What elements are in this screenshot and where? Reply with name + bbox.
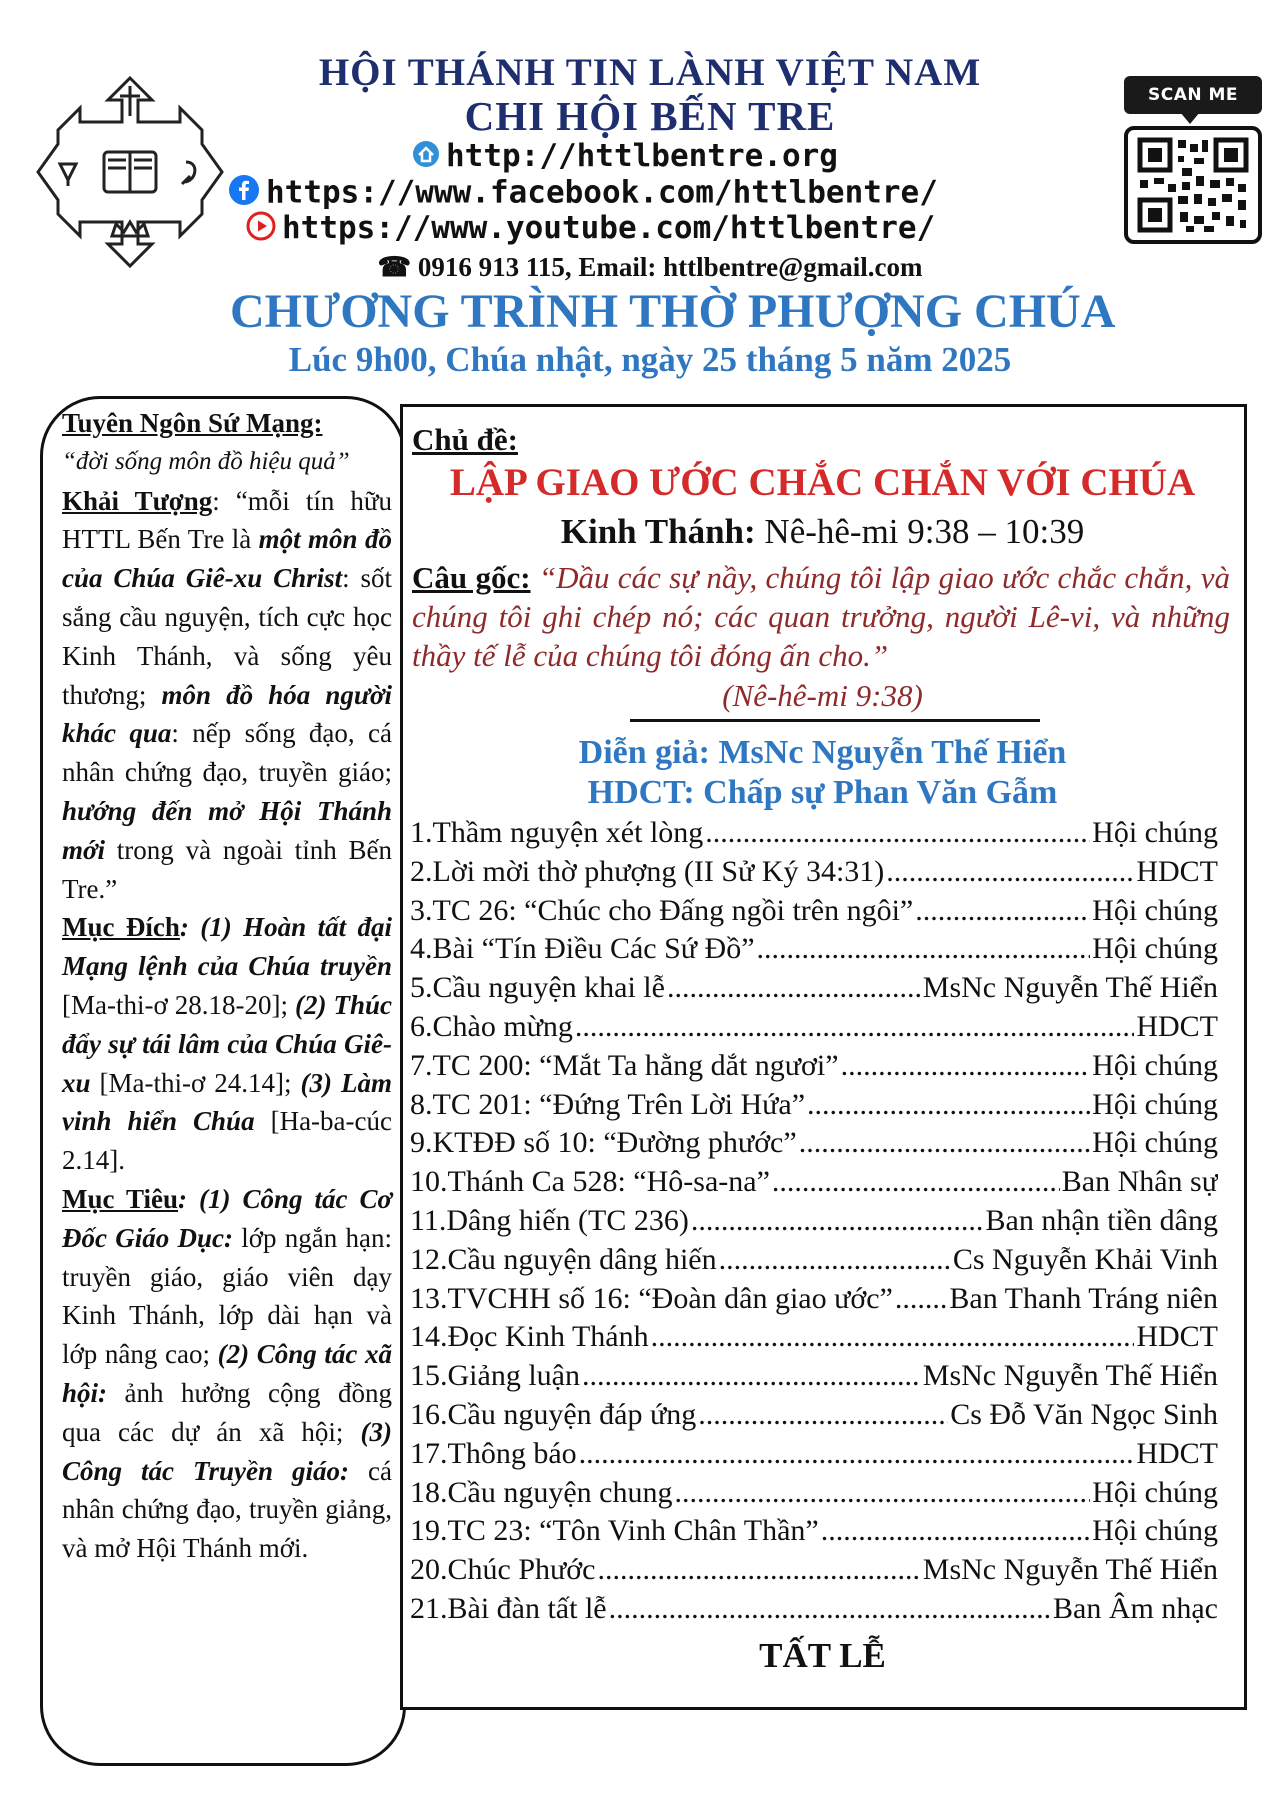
program-item-title: Bài “Tín Điều Các Sứ Đồ” (432, 932, 755, 966)
program-item (410, 855, 1218, 894)
goal-paragraph (62, 1180, 392, 1568)
program-item-responsible: Hội chúng (1092, 1048, 1218, 1082)
program-item-leader-dots (582, 1359, 921, 1393)
program-item-responsible: HDCT (1136, 1436, 1218, 1470)
program-item (410, 1243, 1218, 1282)
program-item-leader-dots (597, 1553, 920, 1587)
program-item-leader-dots (895, 1282, 948, 1316)
program-item (410, 816, 1218, 855)
program-item (410, 1437, 1218, 1476)
church-emblem-icon (30, 72, 230, 272)
program-item-title: TC 23: “Tôn Vinh Chân Thần” (447, 1514, 819, 1548)
speaker: Diễn giả: MsNc Nguyễn Thế Hiển (578, 734, 1067, 771)
program-item-title: Cầu nguyện khai lễ (432, 971, 665, 1005)
program-item-title: Thầm nguyện xét lòng (432, 816, 704, 849)
program-item-responsible: HDCT (1136, 1320, 1218, 1354)
program-item-number: 4. (410, 932, 433, 966)
program-item-number: 15. (410, 1359, 448, 1393)
vision-emphasis: môn đồ hóa người khác qua (62, 679, 393, 749)
facebook-link[interactable] (228, 174, 938, 214)
scan-me-label: SCAN ME (1124, 76, 1262, 114)
facebook-url[interactable]: https://www.facebook.com/httlbentre/ (266, 174, 938, 211)
program-item-title: TC 200: “Mắt Ta hằng dắt ngươi” (432, 1048, 839, 1082)
purpose-paragraph (62, 908, 392, 1180)
program-item-number: 7. (410, 1048, 433, 1082)
program-item-responsible: Hội chúng (1092, 932, 1218, 966)
program-item-leader-dots (719, 1243, 951, 1277)
purpose-text: [Ma-thi-ơ 24.14]; (90, 1067, 301, 1098)
purpose-emphasis: (3) Làm vinh hiển Chúa (62, 1067, 392, 1137)
program-item-responsible: Cs Nguyễn Khải Vinh (952, 1242, 1218, 1276)
program-item-leader-dots (579, 1437, 1135, 1471)
program-item (410, 1282, 1218, 1321)
service-leader: HDCT: Chấp sự Phan Văn Gẫm (587, 774, 1058, 811)
vision-emphasis: một môn đồ của Chúa Giê-xu Christ (62, 524, 392, 594)
goal-text: lớp ngắn hạn: truyền giáo, giáo viên dạy Kinh Thánh, lớp dài hạn và lớp nâng cao; (62, 1222, 392, 1370)
program-item (410, 1476, 1218, 1515)
vision-text: : sốt sắng cầu nguyện, tích cực học Kinh Thánh, và sống yêu thương; (62, 563, 393, 710)
scripture-ref: Nê-hê-mi 9:38 – 10:39 (755, 512, 1085, 551)
program-item-number: 6. (410, 1009, 433, 1043)
program-item (410, 894, 1218, 933)
program-item-title: KTĐĐ số 10: “Đường phước” (432, 1126, 797, 1160)
program-item-leader-dots (667, 971, 921, 1005)
program-item-number: 5. (410, 971, 433, 1005)
purpose-text: [Ma-thi-ơ 28.18-20]; (62, 989, 295, 1020)
program-item-title: Bài đàn tất lễ (447, 1591, 607, 1625)
program-item-title: Cầu nguyện đáp ứng (447, 1397, 697, 1431)
program-title: CHƯƠNG TRÌNH THỜ PHƯỢNG CHÚA (230, 285, 1116, 338)
scripture-reading (404, 512, 1241, 552)
vision-paragraph (62, 482, 392, 909)
vision-label: Khải Tượng (62, 485, 213, 516)
program-item (410, 1049, 1218, 1088)
program-item (410, 1359, 1218, 1398)
program-item-title: Lời mời thờ phượng (II Sử Ký 34:31) (432, 854, 885, 888)
program-item (410, 971, 1218, 1010)
program-item-leader-dots (886, 855, 1134, 889)
website-link[interactable] (412, 138, 838, 176)
program-item (410, 1398, 1218, 1437)
program-item-title: TC 26: “Chúc cho Đấng ngồi trên ngôi” (432, 893, 914, 927)
program-item-number: 9. (410, 1126, 433, 1160)
qr-code-area[interactable] (1118, 74, 1268, 244)
closing-title: TẤT LỄ (759, 1636, 886, 1675)
program-item (410, 1088, 1218, 1127)
program-item-leader-dots (799, 1126, 1090, 1160)
verse-label: Câu gốc: (412, 560, 531, 595)
program-item (410, 1204, 1218, 1243)
youtube-url[interactable]: https://www.youtube.com/httlbentre/ (282, 210, 936, 246)
contact-line: ☎ 0916 913 115, Email: httlbentre@gmail.com (377, 252, 923, 282)
program-item-responsible: Ban Nhân sự (1061, 1165, 1218, 1199)
program-item-responsible: Ban Âm nhạc (1053, 1591, 1218, 1625)
program-item-number: 17. (410, 1436, 448, 1470)
program-item (410, 932, 1218, 971)
program-item-number: 3. (410, 893, 433, 927)
program-item-responsible: MsNc Nguyễn Thế Hiển (922, 1553, 1218, 1587)
program-item-title: Thông báo (447, 1436, 577, 1470)
program-item-number: 12. (410, 1242, 448, 1276)
program-item (410, 1320, 1218, 1359)
scripture-label: Kinh Thánh: (560, 512, 756, 551)
vision-text: : nếp sống đạo, cá nhân chứng đạo, truyền giáo; (62, 718, 392, 788)
service-time: Lúc 9h00, Chúa nhật, ngày 25 tháng 5 năm 2025 (288, 340, 1012, 379)
mission-label: Tuyên Ngôn Sứ Mạng: (62, 408, 323, 438)
program-item-leader-dots (915, 894, 1090, 928)
program-item-responsible: HDCT (1136, 854, 1218, 888)
program-item-number: 8. (410, 1087, 433, 1121)
theme-title: LẬP GIAO ƯỚC CHẮC CHẮN VỚI CHÚA (449, 461, 1196, 504)
program-item (410, 1592, 1218, 1631)
mission-tagline: “đời sống môn đồ hiệu quả” (62, 447, 350, 475)
theme-label: Chủ đề: (412, 422, 518, 457)
goal-text: cá nhân chứng đạo, truyền giảng, và mở Hội Thánh mới. (62, 1455, 392, 1564)
program-list (410, 816, 1218, 1631)
mission-statement (62, 404, 392, 1568)
program-item-leader-dots (821, 1514, 1090, 1548)
program-item-number: 21. (410, 1591, 448, 1625)
branch-name: CHI HỘI BẾN TRE (464, 93, 836, 139)
program-item-responsible: Hội chúng (1092, 816, 1218, 849)
program-item-number: 19. (410, 1514, 448, 1548)
program-item-responsible: Ban Thanh Tráng niên (949, 1281, 1218, 1315)
program-item-responsible: Hội chúng (1092, 1475, 1218, 1509)
program-item-number: 14. (410, 1320, 448, 1354)
goal-emphasis: (3) Công tác Truyền giáo: (62, 1416, 392, 1486)
program-item-leader-dots (841, 1049, 1091, 1083)
home-icon (412, 140, 440, 176)
program-item-leader-dots (575, 1010, 1134, 1044)
program-item-leader-dots (651, 1320, 1135, 1354)
youtube-icon (246, 211, 276, 249)
program-item-leader-dots (609, 1592, 1051, 1626)
program-item-title: Dâng hiến (TC 236) (446, 1203, 689, 1237)
program-item-title: Thánh Ca 528: “Hô-sa-na” (447, 1165, 770, 1199)
program-item-leader-dots (757, 932, 1091, 966)
verse-text: “Dầu các sự nầy, chúng tôi lập giao ước chắc chắn, và chúng tôi ghi chép nó; các quan trưởng, người Lê-vi, và những thầy tế lễ của chúng tôi đóng ấn cho.” (412, 560, 1230, 673)
program-item-leader-dots (674, 1476, 1090, 1510)
goal-emphasis: : (1) Công tác Cơ Đốc Giáo Dục: (62, 1183, 392, 1253)
program-item-number: 2. (410, 854, 433, 888)
program-item-responsible: Ban nhận tiền dâng (985, 1203, 1218, 1237)
program-item-responsible: HDCT (1136, 1009, 1218, 1043)
purpose-label: Mục Đích (62, 912, 180, 943)
qr-code-icon[interactable] (1124, 126, 1262, 244)
program-item-leader-dots (698, 1398, 948, 1432)
program-item-title: Đọc Kinh Thánh (447, 1320, 649, 1354)
program-item-title: Cầu nguyện dâng hiến (447, 1242, 717, 1276)
program-item (410, 1126, 1218, 1165)
divider (630, 719, 1040, 722)
program-item-responsible: Hội chúng (1092, 1514, 1218, 1548)
youtube-link[interactable] (246, 210, 935, 249)
website-url[interactable]: http://httlbentre.org (446, 138, 838, 174)
program-item-number: 16. (410, 1397, 448, 1431)
scan-tag-pointer (1180, 112, 1200, 124)
goal-emphasis: (2) Công tác xã hội: (62, 1339, 393, 1408)
goal-text: ảnh hưởng cộng đồng qua các dự án xã hội; (62, 1377, 392, 1447)
purpose-text: [Ha-ba-cúc 2.14]. (62, 1106, 392, 1176)
program-item-responsible: MsNc Nguyễn Thế Hiển (922, 971, 1218, 1005)
goal-label: Mục Tiêu (62, 1183, 179, 1214)
program-item-responsible: MsNc Nguyễn Thế Hiển (922, 1359, 1218, 1393)
program-item-title: Chào mừng (432, 1009, 573, 1043)
program-item-title: Chúc Phước (447, 1553, 596, 1587)
vision-text: trong và ngoài tỉnh Bến Tre.” (62, 834, 392, 904)
purpose-emphasis: (2) Thúc đẩy sự tái lâm của Chúa Giê-xu (62, 989, 392, 1098)
verse-reference: (Nê-hê-mi 9:38) (722, 678, 923, 713)
facebook-icon (228, 174, 260, 214)
program-item-leader-dots (691, 1204, 984, 1238)
vision-emphasis: hướng đến mở Hội Thánh mới (62, 795, 392, 865)
program-item-leader-dots (772, 1165, 1060, 1199)
org-name: HỘI THÁNH TIN LÀNH VIỆT NAM (318, 51, 982, 94)
program-item (410, 1514, 1218, 1553)
program-item (410, 1553, 1218, 1592)
program-item-responsible: Hội chúng (1092, 893, 1218, 927)
program-item-number: 10. (410, 1165, 448, 1199)
program-item (410, 1165, 1218, 1204)
program-item-number: 1. (410, 816, 433, 849)
program-item-number: 18. (410, 1475, 448, 1509)
program-item-title: Cầu nguyện chung (447, 1475, 673, 1509)
program-item-title: TC 201: “Đứng Trên Lời Hứa” (432, 1087, 806, 1121)
program-item-leader-dots (807, 1088, 1090, 1122)
program-item-responsible: Cs Đỗ Văn Ngọc Sinh (950, 1397, 1218, 1431)
program-item-title: TVCHH số 16: “Đoàn dân giao ước” (447, 1281, 893, 1315)
program-item-responsible: Hội chúng (1092, 1126, 1218, 1160)
program-item-number: 13. (410, 1281, 448, 1315)
program-item-leader-dots (705, 816, 1090, 850)
program-item-title: Giảng luận (447, 1359, 580, 1393)
key-verse (412, 558, 1230, 675)
program-item (410, 1010, 1218, 1049)
program-item-number: 20. (410, 1553, 448, 1587)
program-item-number: 11. (410, 1203, 447, 1237)
purpose-emphasis: : (1) Hoàn tất đại Mạng lệnh của Chúa truyền (62, 912, 392, 982)
program-item-responsible: Hội chúng (1092, 1087, 1218, 1121)
vision-text: : “mỗi tín hữu HTTL Bến Tre là (62, 485, 392, 555)
